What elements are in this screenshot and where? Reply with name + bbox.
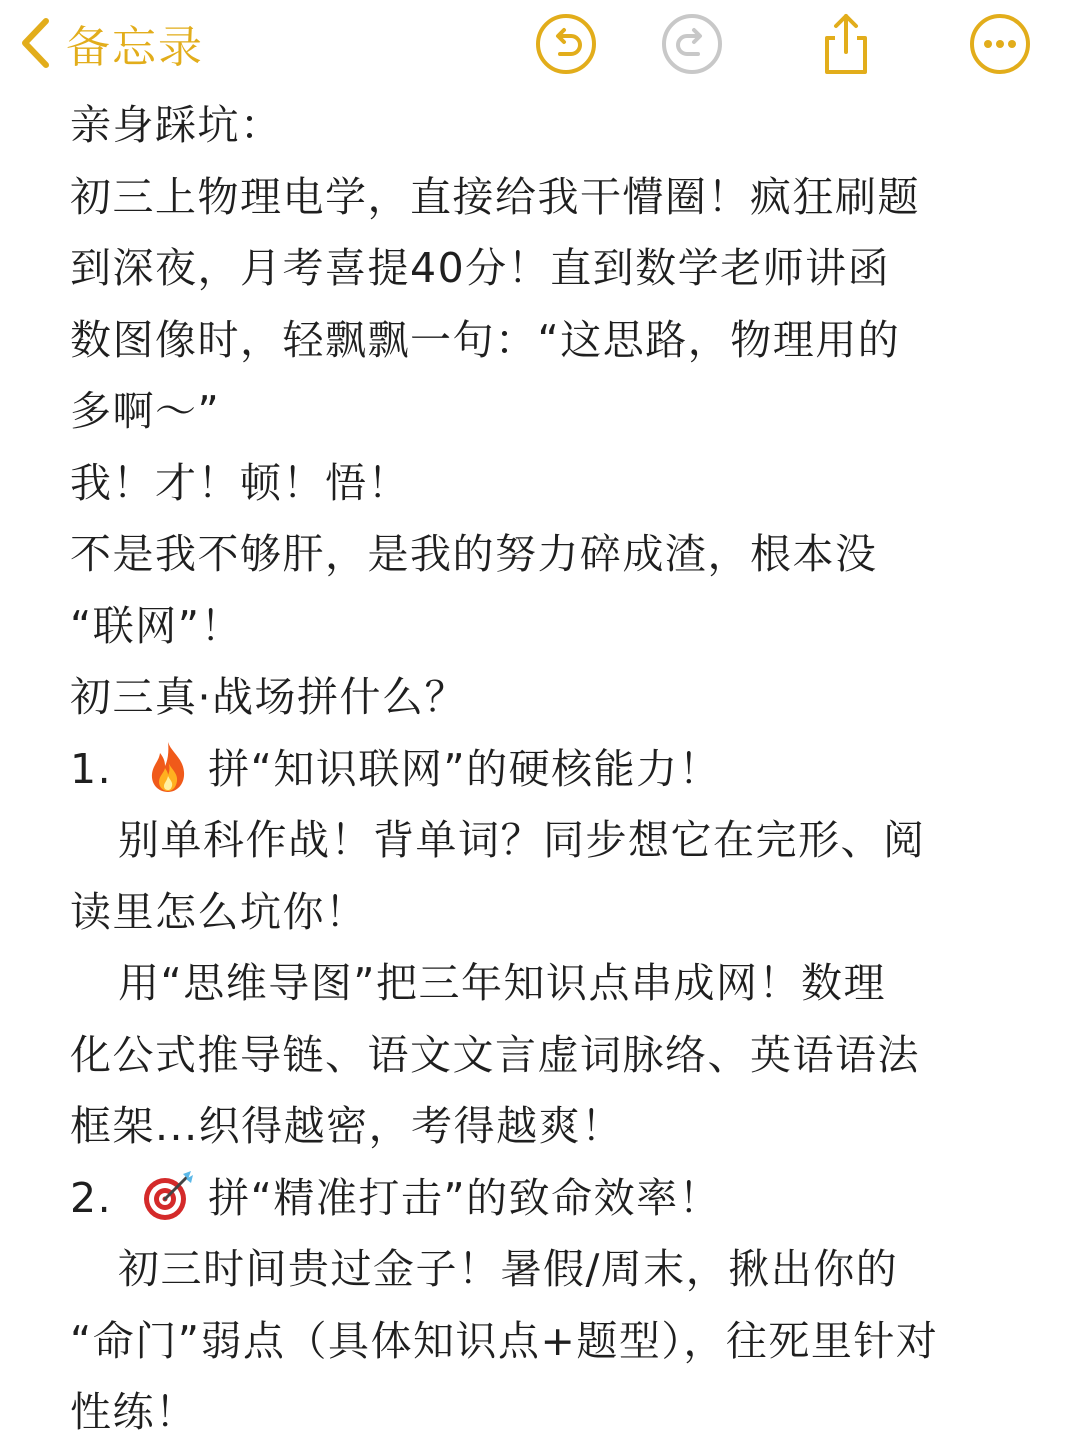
list-number: 2. <box>70 1173 113 1222</box>
fire-emoji-icon <box>140 739 196 795</box>
redo-icon[interactable] <box>660 12 724 76</box>
note-line: 读里怎么坑你！ <box>70 887 368 936</box>
navigation-bar <box>0 0 1080 92</box>
note-line: “联网”！ <box>70 601 243 650</box>
undo-icon[interactable] <box>534 12 598 76</box>
note-line: 性练！ <box>70 1388 198 1436</box>
note-line: 化公式推导链、语文文言虚词脉络、英语语法 <box>70 1030 920 1079</box>
note-line: 初三时间贵过金子！暑假/周末，揪出你的 <box>118 1245 899 1293</box>
note-line: 不是我不够肝，是我的努力碎成渣，根本没 <box>70 530 878 578</box>
note-line: 用“思维导图”把三年知识点串成网！数理 <box>118 959 886 1007</box>
note-line: 数图像时，轻飘飘一句：“这思路，物理用的 <box>70 315 901 364</box>
note-line: “命门”弱点（具体知识点+题型），往死里针对 <box>70 1316 939 1365</box>
note-line: 我！才！顿！悟！ <box>70 458 410 507</box>
note-line: 多啊～” <box>70 387 221 435</box>
share-icon[interactable] <box>814 12 878 76</box>
note-line: 别单科作战！背单词？同步想它在完形、阅 <box>118 816 926 864</box>
note-line: 到深夜，月考喜提40分！直到数学老师讲函 <box>70 244 891 292</box>
list-item-1 <box>70 734 1020 806</box>
note-line: 初三真·战场拼什么？ <box>70 673 468 721</box>
note-line: 框架...织得越密，考得越爽！ <box>70 1102 624 1150</box>
more-icon[interactable] <box>968 12 1032 76</box>
list-item-title: 拼“精准打击”的致命效率！ <box>208 1173 722 1222</box>
note-line: 亲身踩坑： <box>70 101 283 149</box>
note-line: 初三上物理电学，直接给我干懵圈！疯狂刷题 <box>70 172 920 221</box>
list-number: 1. <box>70 744 113 793</box>
list-item-title: 拼“知识联网”的硬核能力！ <box>208 744 722 793</box>
target-emoji-icon <box>140 1168 196 1224</box>
list-item-2 <box>70 1163 1020 1235</box>
back-button[interactable] <box>18 10 204 76</box>
chevron-left-icon[interactable] <box>18 16 52 70</box>
back-label[interactable]: 备忘录 <box>66 22 204 73</box>
note-body[interactable] <box>70 90 1020 1449</box>
